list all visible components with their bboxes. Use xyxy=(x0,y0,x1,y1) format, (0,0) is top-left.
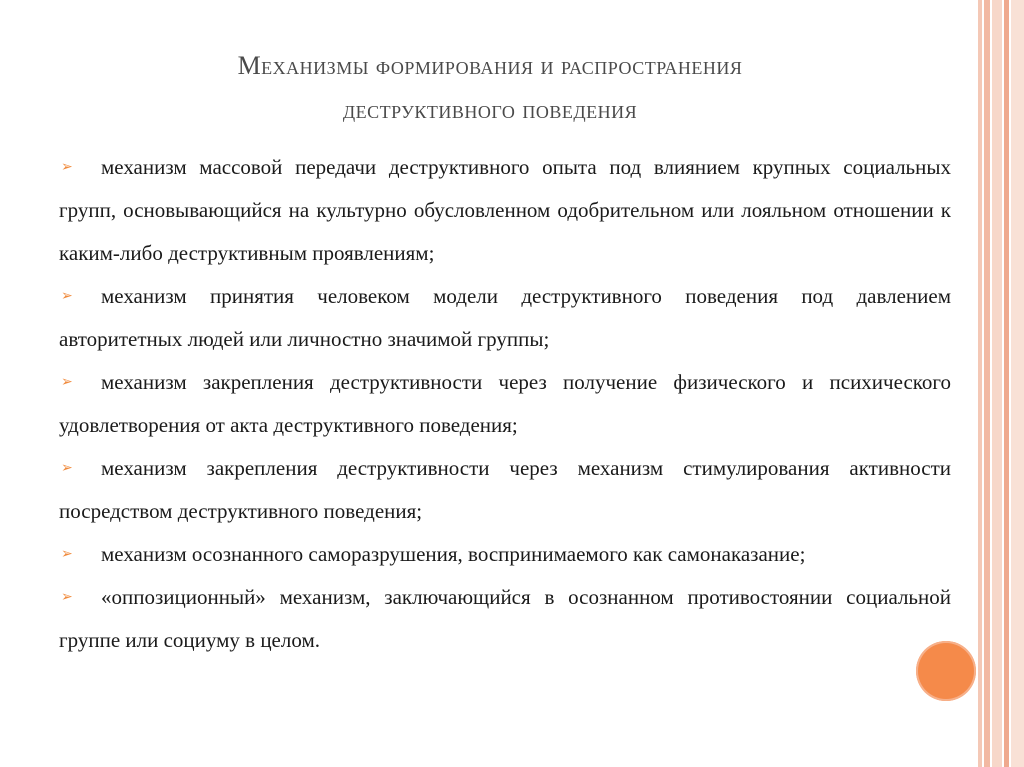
slide-title-line-1: Механизмы формирования и распространения xyxy=(237,51,743,80)
chevron-right-icon: ➢ xyxy=(61,159,73,175)
list-item-text: механизм закрепления деструктивности через получение физического и психического удовлетворения от акта деструктивного поведения; xyxy=(59,370,951,437)
chevron-right-icon: ➢ xyxy=(61,589,73,605)
decorative-stripe xyxy=(984,0,990,767)
list-item xyxy=(59,576,951,662)
chevron-right-icon: ➢ xyxy=(61,288,73,304)
list-item-text: «оппозиционный» механизм, заключающийся в осознанном противостоянии социальной группе или социуму в целом. xyxy=(59,585,951,652)
decorative-stripe xyxy=(978,0,982,767)
decorative-stripe xyxy=(1004,0,1009,767)
bullet-list xyxy=(59,146,951,662)
list-item xyxy=(59,447,951,533)
list-item-text: механизм массовой передачи деструктивного опыта под влиянием крупных социальных групп, основывающийся на культурно обусловленном одобрительном или лояльном отношении к каким-либо деструктивным проявлениям; xyxy=(59,155,951,265)
list-item xyxy=(59,533,951,576)
list-item xyxy=(59,146,951,275)
chevron-right-icon: ➢ xyxy=(61,460,73,476)
decorative-circle xyxy=(916,641,976,701)
list-item xyxy=(59,275,951,361)
slide-title-line-2: деструктивного поведения xyxy=(342,95,638,124)
decorative-stripe xyxy=(1011,0,1024,767)
list-item-text: механизм осознанного саморазрушения, воспринимаемого как самонаказание; xyxy=(101,542,806,566)
slide-title xyxy=(40,44,940,132)
chevron-right-icon: ➢ xyxy=(61,546,73,562)
list-item-text: механизм принятия человеком модели деструктивного поведения под давлением авторитетных людей или личностно значимой группы; xyxy=(59,284,951,351)
chevron-right-icon: ➢ xyxy=(61,374,73,390)
decorative-stripe xyxy=(992,0,1002,767)
list-item xyxy=(59,361,951,447)
list-item-text: механизм закрепления деструктивности через механизм стимулирования активности посредством деструктивного поведения; xyxy=(59,456,951,523)
